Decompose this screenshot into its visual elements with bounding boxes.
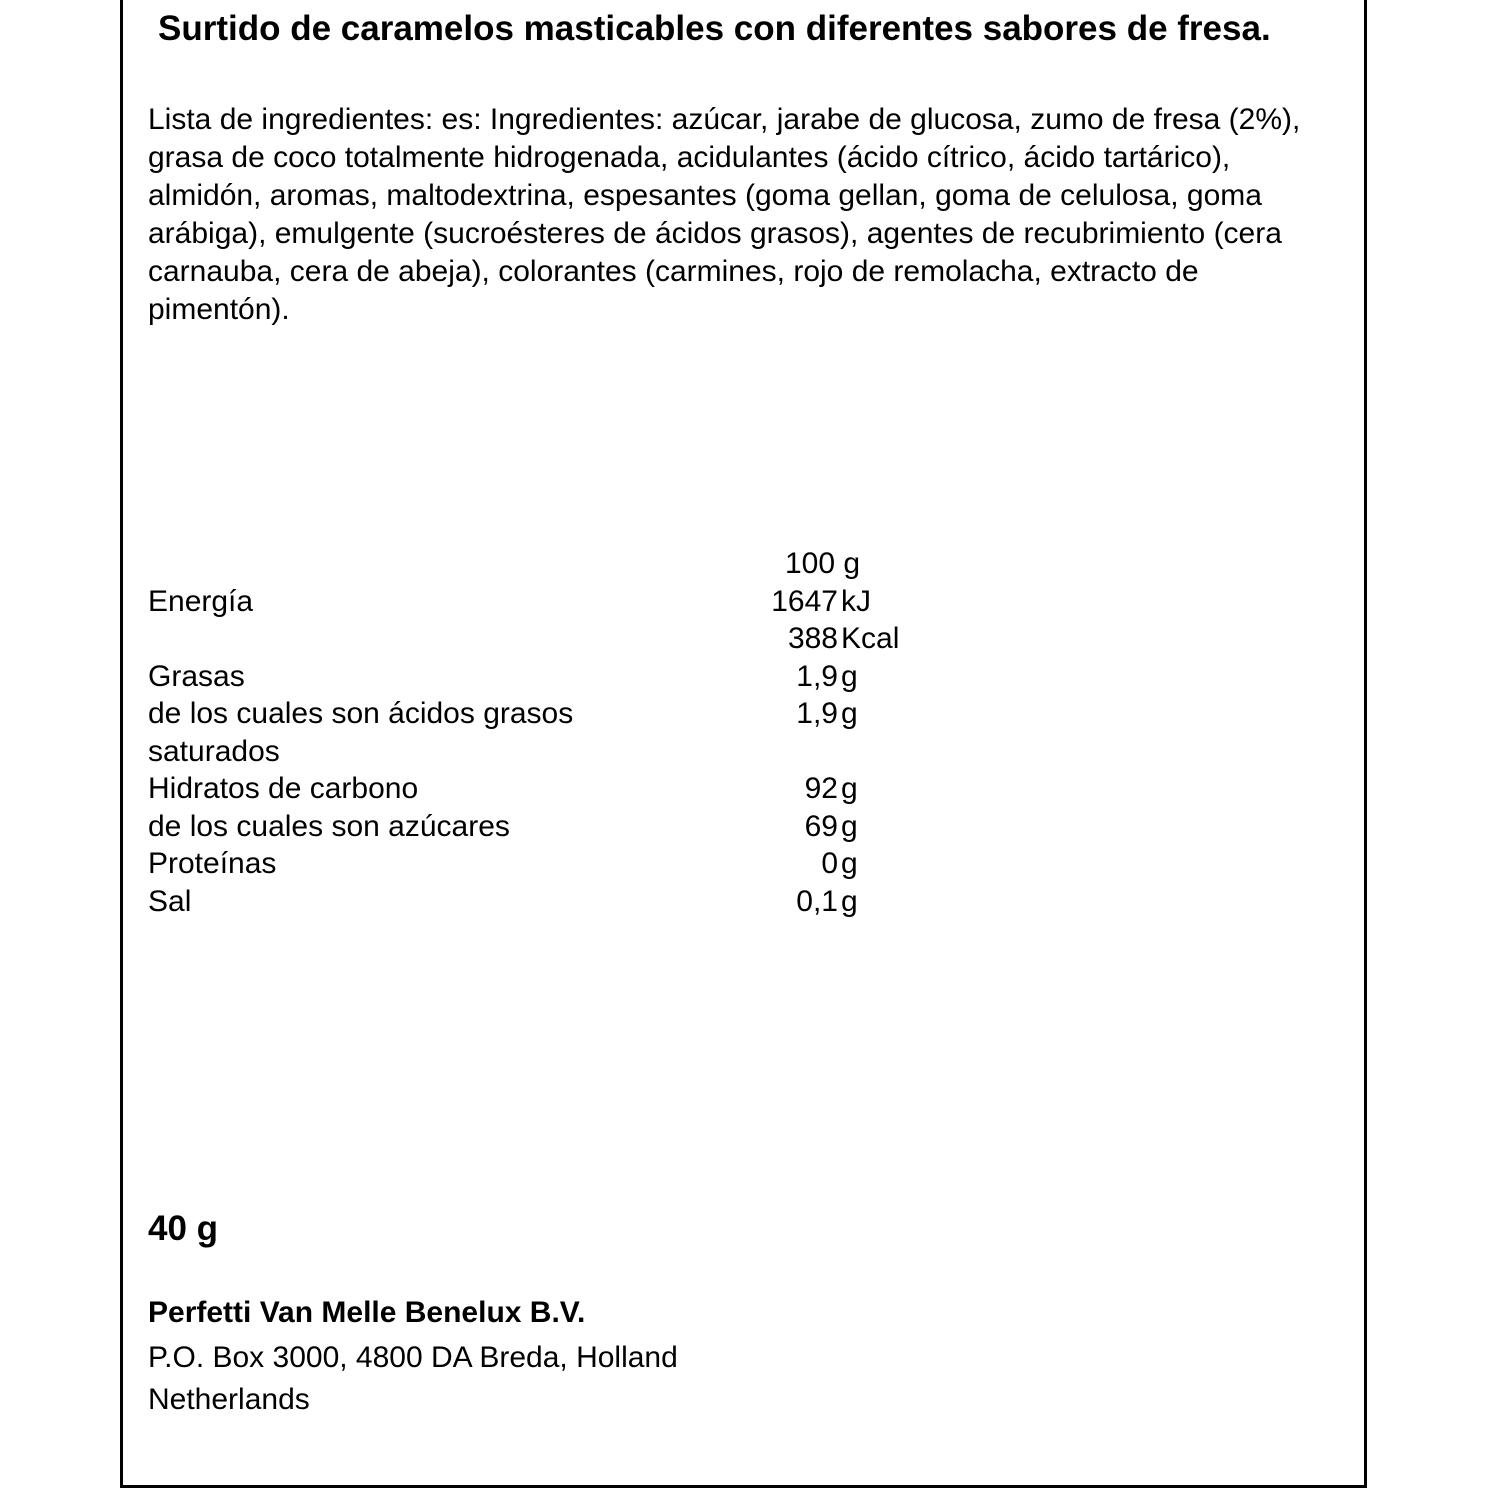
address-line-2: Netherlands	[148, 1383, 310, 1416]
manufacturer-address	[148, 1337, 678, 1421]
nutrient-value: 388	[787, 622, 838, 655]
nutrient-unit: g	[841, 884, 858, 918]
product-title: Surtido de caramelos masticables con diferentes sabores de fresa.	[158, 9, 1271, 48]
nutrition-table	[148, 545, 908, 920]
nutrition-row	[148, 770, 908, 808]
nutrient-name: de los cuales son azúcares	[148, 809, 510, 843]
nutrient-value: 0	[821, 847, 838, 880]
nutrient-unit: g	[841, 847, 858, 880]
nutrient-unit: g	[841, 659, 858, 693]
nutrient-name: de los cuales son ácidos grasos	[148, 697, 574, 730]
nutrition-rows	[148, 583, 908, 921]
nutrient-value: 1,9	[796, 659, 838, 693]
nutrient-name: saturados	[148, 734, 280, 768]
nutrition-row	[148, 808, 908, 846]
nutrition-row	[148, 883, 908, 921]
nutrient-name: Hidratos de carbono	[148, 772, 419, 805]
nutrient-value: 0,1	[796, 884, 838, 918]
nutrient-value: 1647	[771, 584, 838, 618]
nutrient-name: Proteínas	[148, 847, 277, 880]
address-line-1: P.O. Box 3000, 4800 DA Breda, Holland	[148, 1341, 678, 1374]
nutrient-value: 69	[804, 809, 838, 843]
nutrient-name: Grasas	[148, 659, 245, 693]
product-label	[120, 0, 1367, 1488]
nutrient-value: 92	[804, 772, 838, 805]
nutrient-name: Sal	[148, 884, 192, 918]
nutrient-unit: Kcal	[841, 622, 900, 655]
ingredients-list: Lista de ingredientes: es: Ingredientes: azúcar, jarabe de glucosa, zumo de fresa (2%), grasa de coco totalmente hidrogenada, acidulantes (ácido cítrico, ácido tartárico), almidón, aromas, maltodextrina, espesantes (goma gellan, goma de celulosa, goma arábiga), emulgente (sucroésteres de ácidos grasos), agentes de recubrimiento (cera carnauba, cera de abeja), colorantes (carmines, rojo de remolacha, extracto de pimentón).	[148, 103, 1301, 326]
per-100g-header: 100 g	[785, 547, 861, 580]
nutrition-row	[148, 845, 908, 883]
nutrient-unit: g	[841, 697, 858, 730]
nutrition-row	[148, 658, 908, 696]
nutrient-name: Energía	[148, 584, 254, 618]
nutrient-unit: kJ	[841, 584, 871, 618]
nutrition-row	[148, 733, 908, 771]
nutrition-header-row	[148, 545, 908, 583]
nutrition-row	[148, 620, 908, 658]
nutrient-unit: g	[841, 809, 858, 843]
nutrient-value: 1,9	[796, 697, 838, 730]
nutrition-row	[148, 583, 908, 621]
manufacturer-name: Perfetti Van Melle Benelux B.V.	[148, 1296, 586, 1329]
nutrient-unit: g	[841, 772, 858, 805]
nutrition-row	[148, 695, 908, 733]
net-weight: 40 g	[148, 1209, 219, 1248]
